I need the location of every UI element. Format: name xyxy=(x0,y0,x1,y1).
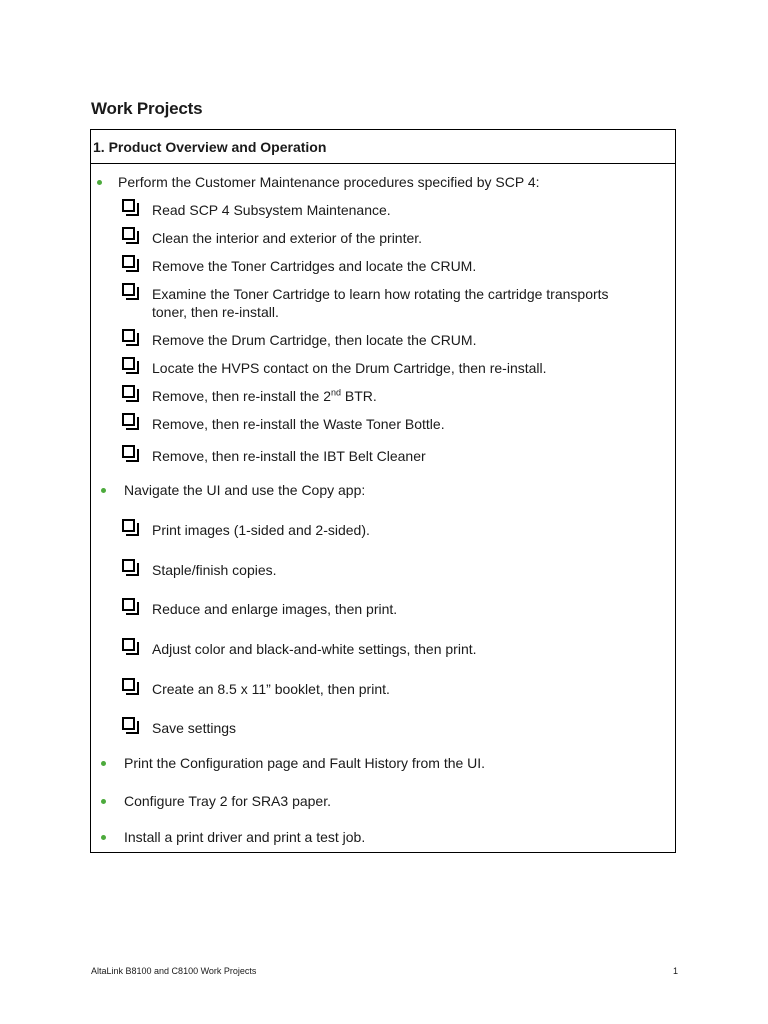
page-number: 1 xyxy=(673,966,679,976)
bullet-icon xyxy=(101,835,106,840)
task-text: Locate the HVPS contact on the Drum Cartridge, then re-install. xyxy=(152,360,547,376)
task-text: Print images (1-sided and 2-sided). xyxy=(152,522,370,538)
checkbox-icon[interactable] xyxy=(122,519,135,532)
bullet-icon xyxy=(101,761,106,766)
checkbox-icon[interactable] xyxy=(122,255,135,268)
checkbox-icon[interactable] xyxy=(122,598,135,611)
list-item: Install a print driver and print a test job. xyxy=(124,829,366,845)
task-text: Save settings xyxy=(152,720,237,736)
bullet-icon xyxy=(97,180,102,185)
checkbox-icon[interactable] xyxy=(122,413,135,426)
task-text: Staple/finish copies. xyxy=(152,562,277,578)
checkbox-icon[interactable] xyxy=(122,199,135,212)
task-text: Remove, then re-install the Waste Toner Bottle. xyxy=(152,416,445,432)
task-text: Create an 8.5 x 11” booklet, then print. xyxy=(152,681,390,697)
task-text-continued: toner, then re-install. xyxy=(152,304,279,320)
section-heading: 1. Product Overview and Operation xyxy=(91,130,675,164)
list-item: Navigate the UI and use the Copy app: xyxy=(124,482,366,498)
checkbox-icon[interactable] xyxy=(122,227,135,240)
footer-document-title: AltaLink B8100 and C8100 Work Projects xyxy=(91,966,257,976)
checkbox-icon[interactable] xyxy=(122,638,135,651)
checkbox-icon[interactable] xyxy=(122,385,135,398)
task-text: Adjust color and black-and-white settings, then print. xyxy=(152,641,477,657)
page-title: Work Projects xyxy=(91,99,203,118)
task-text: Remove, then re-install the IBT Belt Cleaner xyxy=(152,448,426,464)
task-text: Reduce and enlarge images, then print. xyxy=(152,601,398,617)
checkbox-icon[interactable] xyxy=(122,717,135,730)
checkbox-icon[interactable] xyxy=(122,283,135,296)
task-text: Examine the Toner Cartridge to learn how rotating the cartridge transports xyxy=(152,286,609,302)
list-item: Print the Configuration page and Fault History from the UI. xyxy=(124,755,486,771)
task-text: Remove the Toner Cartridges and locate the CRUM. xyxy=(152,258,477,274)
checkbox-icon[interactable] xyxy=(122,678,135,691)
list-item: Configure Tray 2 for SRA3 paper. xyxy=(124,793,331,809)
task-text: Read SCP 4 Subsystem Maintenance. xyxy=(152,202,391,218)
task-text: Remove, then re-install the 2nd BTR. xyxy=(152,387,377,404)
bullet-icon xyxy=(101,488,106,493)
task-text: Remove the Drum Cartridge, then locate the CRUM. xyxy=(152,332,477,348)
bullet-icon xyxy=(101,799,106,804)
checkbox-icon[interactable] xyxy=(122,329,135,342)
task-text: Clean the interior and exterior of the printer. xyxy=(152,230,423,246)
checkbox-icon[interactable] xyxy=(122,559,135,572)
checkbox-icon[interactable] xyxy=(122,445,135,458)
list-item: Perform the Customer Maintenance procedures specified by SCP 4: xyxy=(118,174,540,190)
checkbox-icon[interactable] xyxy=(122,357,135,370)
